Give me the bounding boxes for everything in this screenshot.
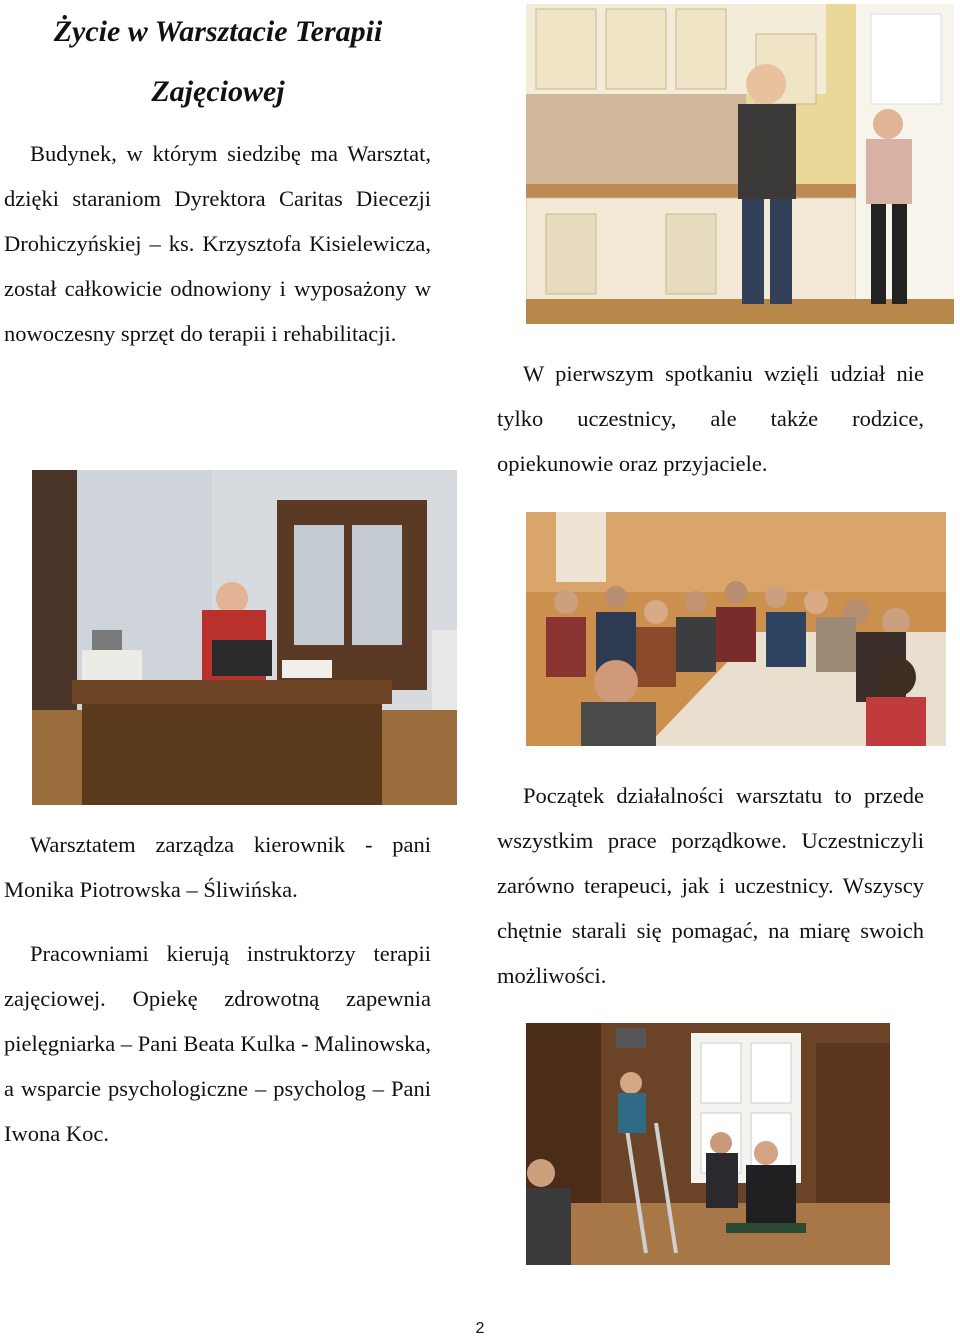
intro-paragraph: Budynek, w którym siedzibę ma Warsztat, dzięki staraniom Dyrektora Caritas Diecezji Drohiczyńskiej – ks. Krzysztofa Kisielewicza, został całkowicie odnowiony i wyposażony w nowoczesny sprzęt do terapii i rehabilitacji. — [4, 141, 431, 346]
office-photo — [32, 470, 457, 805]
meeting-photo — [526, 512, 946, 746]
page-number: 2 — [475, 1320, 485, 1337]
manager-paragraph: Warsztatem zarządza kierownik - pani Monika Piotrowska – Śliwińska. — [4, 832, 431, 902]
beginnings-paragraph: Początek działalności warsztatu to przede wszystkim prace porządkowe. Uczestniczyli zarówno terapeuci, jak i uczestnicy. Wszyscy chętnie starali się pomagać, na miarę swoich możliwości. — [497, 783, 924, 988]
staff-paragraph: Pracowniami kierują instruktorzy terapii zajęciowej. Opiekę zdrowotną zapewnia pielęgniarka – Pani Beata Kulka - Malinowska, a wsparcie psychologiczne – psycholog – Pani Iwona Koc. — [4, 941, 431, 1146]
page-title: Życie w Warsztacie Terapii Zajęciowej — [53, 15, 383, 108]
kitchen-photo — [526, 4, 954, 324]
renovation-photo — [526, 1023, 890, 1265]
first-meeting-paragraph: W pierwszym spotkaniu wzięli udział nie tylko uczestnicy, ale także rodzice, opiekunowie oraz przyjaciele. — [497, 361, 924, 476]
